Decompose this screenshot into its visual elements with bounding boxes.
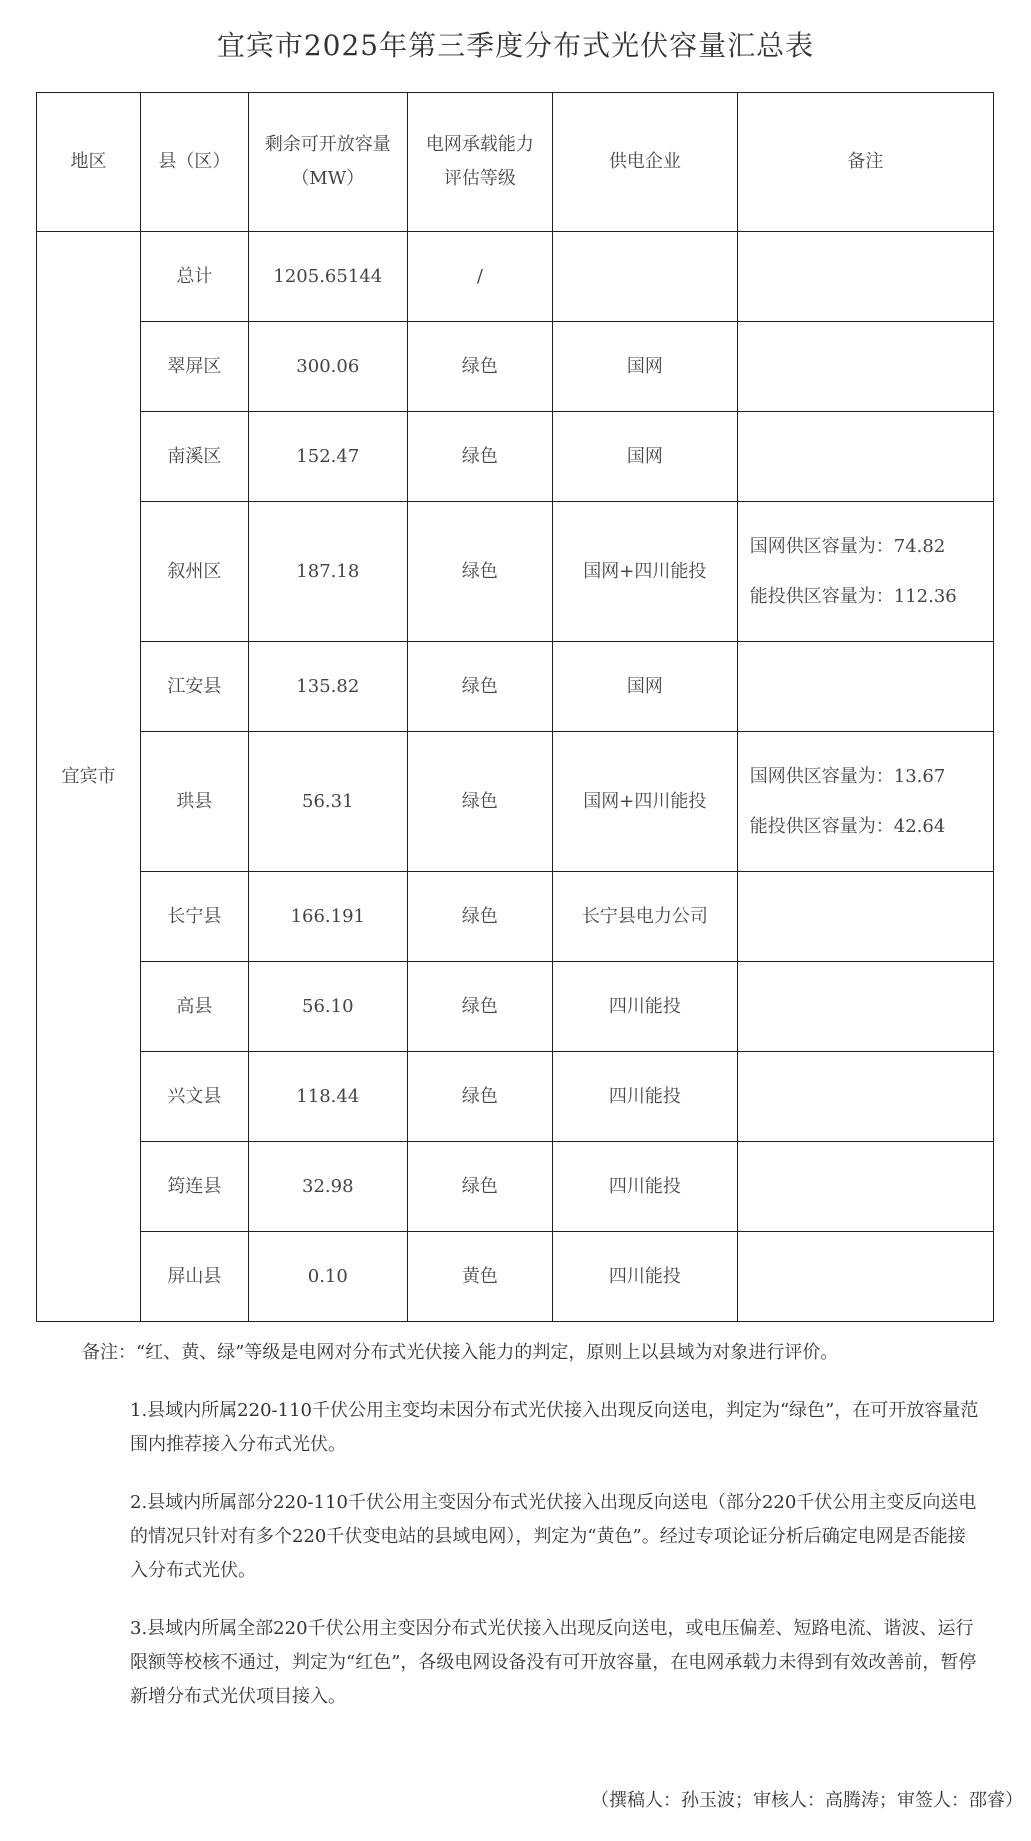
header-company: 供电企业 xyxy=(552,93,737,232)
header-capacity-line2: （MW） xyxy=(291,168,365,189)
remark-cell xyxy=(737,502,993,642)
capacity-table xyxy=(36,92,994,1322)
table-row xyxy=(37,322,994,412)
notes-section xyxy=(82,1336,982,1738)
grade-cell: 绿色 xyxy=(407,872,552,962)
company-cell: 国网 xyxy=(552,642,737,732)
county-cell: 筠连县 xyxy=(141,1142,249,1232)
county-cell: 高县 xyxy=(141,962,249,1052)
company-cell: 四川能投 xyxy=(552,1052,737,1142)
remark-cell xyxy=(737,642,993,732)
grade-cell: 绿色 xyxy=(407,1142,552,1232)
county-cell: 珙县 xyxy=(141,732,249,872)
table-row xyxy=(37,962,994,1052)
remark-cell xyxy=(737,1142,993,1232)
page-title: 宜宾市2025年第三季度分布式光伏容量汇总表 xyxy=(216,29,815,62)
table-row xyxy=(37,412,994,502)
grade-cell: / xyxy=(407,232,552,322)
grade-cell: 黄色 xyxy=(407,1232,552,1322)
header-capacity-line1: 剩余可开放容量 xyxy=(264,134,391,155)
capacity-cell: 118.44 xyxy=(248,1052,407,1142)
remark-line: 能投供区容量为：112.36 xyxy=(749,585,957,607)
header-grade-line1: 电网承载能力 xyxy=(425,134,534,155)
table-row xyxy=(37,872,994,962)
capacity-cell: 1205.65144 xyxy=(248,232,407,322)
header-remark: 备注 xyxy=(737,93,993,232)
remark-cell xyxy=(737,412,993,502)
region-cell: 宜宾市 xyxy=(37,232,141,1322)
capacity-cell: 32.98 xyxy=(248,1142,407,1232)
remark-cell xyxy=(737,1052,993,1142)
company-cell: 四川能投 xyxy=(552,1232,737,1322)
county-cell: 长宁县 xyxy=(141,872,249,962)
remark-line: 国网供区容量为：74.82 xyxy=(749,535,946,557)
table-row xyxy=(37,502,994,642)
note-item-2: 2.县域内所属部分220-110千伏公用主变因分布式光伏接入出现反向送电（部分220千伏公用主变反向送电的情况只针对有多个220千伏变电站的县域电网），判定为“黄色”。经过专项论证分析后确定电网是否能接入分布式光伏。 xyxy=(130,1492,977,1581)
grade-cell: 绿色 xyxy=(407,1052,552,1142)
county-cell: 总计 xyxy=(141,232,249,322)
capacity-cell: 187.18 xyxy=(248,502,407,642)
capacity-cell: 135.82 xyxy=(248,642,407,732)
note-item-1: 1.县域内所属220-110千伏公用主变均未因分布式光伏接入出现反向送电，判定为“绿色”，在可开放容量范围内推荐接入分布式光伏。 xyxy=(130,1400,979,1455)
header-grade xyxy=(407,93,552,232)
capacity-cell: 300.06 xyxy=(248,322,407,412)
table-row xyxy=(37,1232,994,1322)
company-cell: 国网 xyxy=(552,412,737,502)
company-cell: 国网 xyxy=(552,322,737,412)
company-cell: 长宁县电力公司 xyxy=(552,872,737,962)
company-cell: 国网+四川能投 xyxy=(552,502,737,642)
table-row xyxy=(37,232,994,322)
county-cell: 兴文县 xyxy=(141,1052,249,1142)
county-cell: 翠屏区 xyxy=(141,322,249,412)
grade-cell: 绿色 xyxy=(407,732,552,872)
signature-line: （撰稿人：孙玉波；审核人：高腾涛；审签人：邵睿） xyxy=(591,1790,1023,1811)
company-cell: 四川能投 xyxy=(552,962,737,1052)
table-row xyxy=(37,1052,994,1142)
remark-cell xyxy=(737,232,993,322)
remark-cell xyxy=(737,1232,993,1322)
county-cell: 屏山县 xyxy=(141,1232,249,1322)
county-cell: 南溪区 xyxy=(141,412,249,502)
table-header-row xyxy=(37,93,994,232)
grade-cell: 绿色 xyxy=(407,322,552,412)
note-item-3: 3.县域内所属全部220千伏公用主变因分布式光伏接入出现反向送电，或电压偏差、短路电流、谐波、运行限额等校核不通过，判定为“红色”，各级电网设备没有可开放容量，在电网承载力未得到有效改善前，暂停新增分布式光伏项目接入。 xyxy=(130,1618,977,1707)
remark-cell xyxy=(737,872,993,962)
header-capacity xyxy=(248,93,407,232)
grade-cell: 绿色 xyxy=(407,642,552,732)
company-cell: 国网+四川能投 xyxy=(552,732,737,872)
capacity-cell: 166.191 xyxy=(248,872,407,962)
capacity-cell: 56.31 xyxy=(248,732,407,872)
remark-line: 国网供区容量为：13.67 xyxy=(749,765,946,787)
company-cell xyxy=(552,232,737,322)
capacity-cell: 56.10 xyxy=(248,962,407,1052)
header-region: 地区 xyxy=(37,93,141,232)
county-cell: 叙州区 xyxy=(141,502,249,642)
notes-intro: 备注：“红、黄、绿”等级是电网对分布式光伏接入能力的判定，原则上以县域为对象进行评价。 xyxy=(82,1342,839,1363)
company-cell: 四川能投 xyxy=(552,1142,737,1232)
header-grade-line2: 评估等级 xyxy=(443,168,516,189)
table-row xyxy=(37,732,994,872)
table-row xyxy=(37,1142,994,1232)
table-row xyxy=(37,642,994,732)
grade-cell: 绿色 xyxy=(407,962,552,1052)
county-cell: 江安县 xyxy=(141,642,249,732)
remark-cell xyxy=(737,962,993,1052)
capacity-cell: 152.47 xyxy=(248,412,407,502)
remark-cell xyxy=(737,322,993,412)
grade-cell: 绿色 xyxy=(407,502,552,642)
header-county: 县（区） xyxy=(141,93,249,232)
capacity-cell: 0.10 xyxy=(248,1232,407,1322)
grade-cell: 绿色 xyxy=(407,412,552,502)
remark-cell xyxy=(737,732,993,872)
remark-line: 能投供区容量为：42.64 xyxy=(749,815,946,837)
